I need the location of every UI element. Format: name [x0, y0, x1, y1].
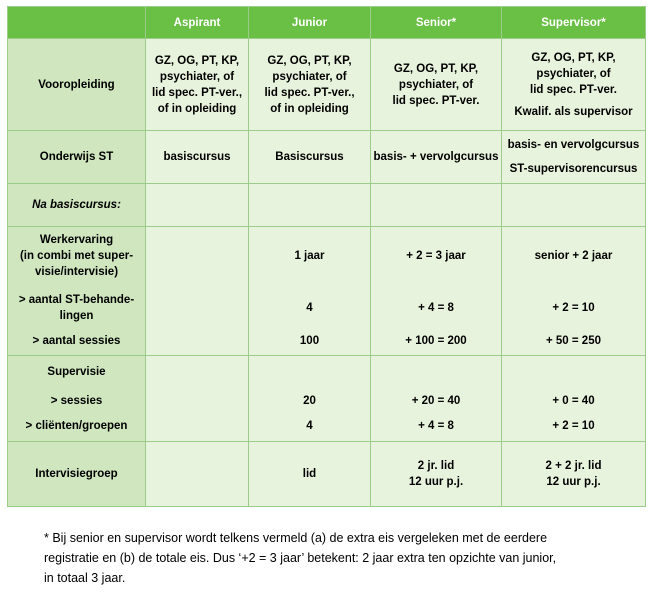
row-na-basiscursus	[8, 184, 646, 227]
footnote-line: registratie en (b) de totale eis. Dus ‘+2 = 3 jaar’ betekent: 2 jaar extra ten opzichte van junior,	[44, 551, 557, 565]
supervisor-vooropleiding	[502, 39, 646, 131]
row-onderwijs	[8, 131, 646, 184]
row-intervisie	[8, 442, 646, 507]
junior-vooropleiding	[249, 39, 371, 131]
label-na-basiscursus: Na basiscursus:	[8, 184, 146, 227]
line: (in combi met super-	[19, 250, 134, 262]
line: > sessies	[50, 395, 103, 407]
junior-supervisie	[249, 356, 371, 442]
line: 12 uur p.j.	[546, 476, 601, 488]
line: + 4 = 8	[418, 420, 454, 432]
header-aspirant: Aspirant	[146, 7, 249, 39]
line: lid spec. PT-ver.,	[264, 86, 355, 99]
line: > cliënten/groepen	[25, 420, 128, 432]
line: of in opleiding	[157, 102, 237, 115]
line: + 4 = 8	[418, 302, 454, 314]
line: psychiater, of	[272, 70, 347, 83]
empty-cell	[146, 442, 249, 507]
line: 4	[306, 420, 313, 432]
supervisor-qualification: Kwalif. als supervisor	[514, 105, 633, 118]
line: senior + 2 jaar	[534, 250, 613, 262]
label-vooropleiding: Vooropleiding	[8, 39, 146, 131]
line: 2 jr. lid	[417, 460, 455, 472]
footnote	[44, 528, 624, 588]
line: + 2 = 3 jaar	[406, 250, 466, 262]
line: psychiater, of	[536, 67, 611, 80]
empty-cell	[146, 184, 249, 227]
line: + 2 = 10	[552, 302, 595, 314]
requirements-table	[7, 6, 646, 507]
junior-intervisie: lid	[249, 442, 371, 507]
line: psychiater, of	[159, 70, 235, 83]
line: visie/intervisie)	[34, 266, 119, 278]
line: Supervisie	[47, 366, 106, 378]
line: Werkervaring	[39, 234, 114, 246]
senior-werkervaring	[371, 227, 502, 356]
line: lingen	[59, 310, 94, 322]
line: GZ, OG, PT, KP,	[531, 51, 616, 64]
line: lid spec. PT-ver.,	[151, 86, 243, 99]
line: + 100 = 200	[405, 335, 467, 347]
aspirant-onderwijs: basiscursus	[146, 131, 249, 184]
line: 1 jaar	[294, 250, 325, 262]
line: of in opleiding	[270, 102, 349, 115]
line: lid spec. PT-ver.	[392, 94, 480, 107]
header-empty	[8, 7, 146, 39]
line: > aantal ST-behande-	[18, 294, 135, 306]
line: + 50 = 250	[546, 335, 601, 347]
empty-cell	[371, 184, 502, 227]
label-supervisie	[8, 356, 146, 442]
line: GZ, OG, PT, KP,	[154, 54, 240, 67]
line: 20	[303, 395, 316, 407]
line: basis- en vervolgcursus	[507, 139, 640, 151]
line: + 20 = 40	[411, 395, 461, 407]
label-onderwijs: Onderwijs ST	[8, 131, 146, 184]
line: ST-supervisorencursus	[509, 163, 638, 175]
row-supervisie	[8, 356, 646, 442]
footnote-line: in totaal 3 jaar.	[44, 571, 126, 585]
line: > aantal sessies	[32, 335, 121, 347]
line: GZ, OG, PT, KP,	[393, 62, 479, 75]
aspirant-vooropleiding	[146, 39, 249, 131]
line: 12 uur p.j.	[408, 476, 464, 488]
header-row	[8, 7, 646, 39]
supervisor-supervisie	[502, 356, 646, 442]
senior-vooropleiding	[371, 39, 502, 131]
empty-cell	[146, 227, 249, 356]
footnote-line: * Bij senior en supervisor wordt telkens vermeld (a) de extra eis vergeleken met de eerdere	[44, 531, 548, 545]
supervisor-werkervaring	[502, 227, 646, 356]
line: GZ, OG, PT, KP,	[267, 54, 352, 67]
junior-onderwijs: Basiscursus	[249, 131, 371, 184]
line: 2 + 2 jr. lid	[545, 460, 602, 472]
line: lid spec. PT-ver.	[530, 83, 617, 96]
supervisor-intervisie	[502, 442, 646, 507]
junior-werkervaring	[249, 227, 371, 356]
line: + 2 = 10	[552, 420, 595, 432]
row-werkervaring	[8, 227, 646, 356]
row-vooropleiding	[8, 39, 646, 131]
supervisor-onderwijs	[502, 131, 646, 184]
header-junior: Junior	[249, 7, 371, 39]
header-senior: Senior*	[371, 7, 502, 39]
label-werkervaring	[8, 227, 146, 356]
label-intervisie: Intervisiegroep	[8, 442, 146, 507]
line: + 0 = 40	[552, 395, 595, 407]
line: psychiater, of	[398, 78, 474, 91]
senior-onderwijs: basis- + vervolgcursus	[371, 131, 502, 184]
empty-cell	[249, 184, 371, 227]
line: 4	[306, 302, 313, 314]
empty-cell	[146, 356, 249, 442]
line: 100	[299, 335, 320, 347]
empty-cell	[502, 184, 646, 227]
senior-intervisie	[371, 442, 502, 507]
senior-supervisie	[371, 356, 502, 442]
header-supervisor: Supervisor*	[502, 7, 646, 39]
